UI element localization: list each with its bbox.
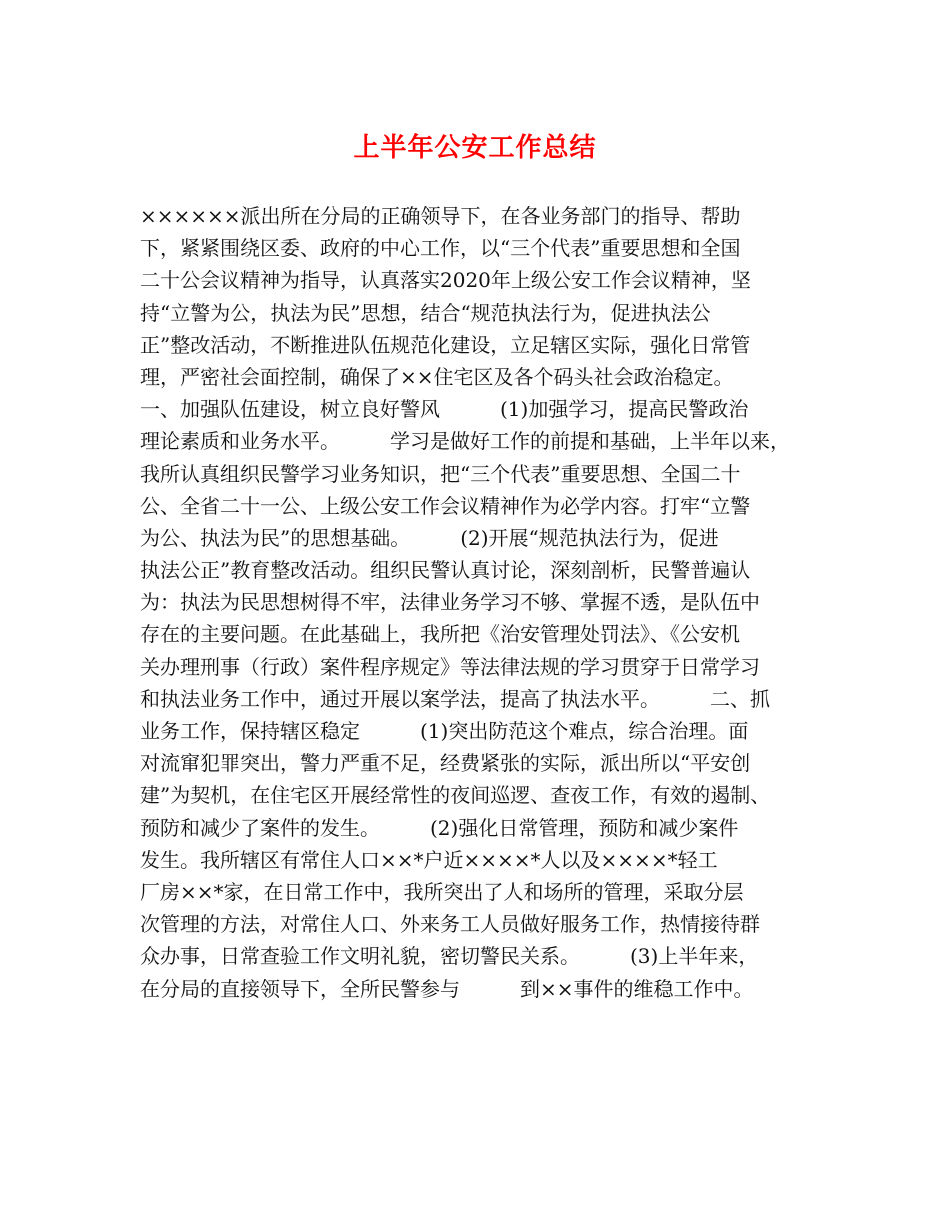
body-line: 预防和减少了案件的发生。 (2)强化日常管理，预防和减少案件: [140, 815, 739, 840]
body-line: 为：执法为民思想树得不牢，法律业务学习不够、掌握不透，是队伍中: [140, 590, 760, 615]
body-line: 下，紧紧围绕区委、政府的中心工作，以“三个代表”重要思想和全国: [140, 236, 741, 261]
body-line: ××××××派出所在分局的正确领导下，在各业务部门的指导、帮助: [140, 204, 741, 228]
document-body: [140, 200, 830, 1005]
body-line: 持“立警为公，执法为民”思想，结合“规范执法行为，促进执法公: [140, 300, 711, 325]
body-line: 关办理刑事（行政）案件程序规定》等法律法规的学习贯穿于日常学习: [140, 654, 760, 679]
body-line: 二十公会议精神为指导，认真落实2020年上级公安工作会议精神，坚: [140, 268, 751, 293]
body-line: 业务工作，保持辖区稳定 (1)突出防范这个难点，综合治理。面: [140, 719, 749, 743]
body-line: 次管理的方法，对常住人口、外来务工人员做好服务工作，热情接待群: [140, 912, 760, 937]
body-line: 正”整改活动，不断推进队伍规范化建设，立足辖区实际，强化日常管: [140, 332, 751, 357]
body-line: 理，严密社会面控制，确保了××住宅区及各个码头社会政治稳定。: [140, 364, 734, 389]
body-line: 存在的主要问题。在此基础上，我所把《治安管理处罚法》、《公安机: [140, 622, 740, 647]
body-line: 建”为契机，在住宅区开展经常性的夜间巡逻、查夜工作，有效的遏制、: [140, 783, 771, 808]
body-line: 和执法业务工作中，通过开展以案学法，提高了执法水平。 二、抓: [140, 686, 770, 711]
body-line: 对流窜犯罪突出，警力严重不足，经费紧张的实际，派出所以“平安创: [140, 751, 751, 776]
body-line: 厂房××*家，在日常工作中，我所突出了人和场所的管理，采取分层: [140, 879, 744, 904]
body-line: 为公、执法为民”的思想基础。 (2)开展“规范执法行为，促进: [140, 525, 719, 550]
body-line: 执法公正”教育整改活动。组织民警认真讨论，深刻剖析，民警普遍认: [140, 558, 751, 583]
body-line: 在分局的直接领导下，全所民警参与 到××事件的维稳工作中。: [140, 976, 754, 1001]
body-line: 发生。我所辖区有常住人口××*户近××××*人以及××××*轻工: [140, 847, 718, 872]
body-line: 我所认真组织民警学习业务知识，把“三个代表”重要思想、全国二十: [140, 461, 741, 486]
body-line: 公、全省二十一公、上级公安工作会议精神作为必学内容。打牢“立警: [140, 493, 751, 518]
body-line: 一、加强队伍建设，树立良好警风 (1)加强学习，提高民警政治: [140, 397, 749, 422]
body-line: 众办事，日常查验工作文明礼貌，密切警民关系。 (3)上半年来，: [140, 944, 759, 969]
document-title: 上半年公安工作总结: [353, 133, 597, 163]
body-line: 理论素质和业务水平。 学习是做好工作的前提和基础，上半年以来，: [140, 429, 790, 454]
